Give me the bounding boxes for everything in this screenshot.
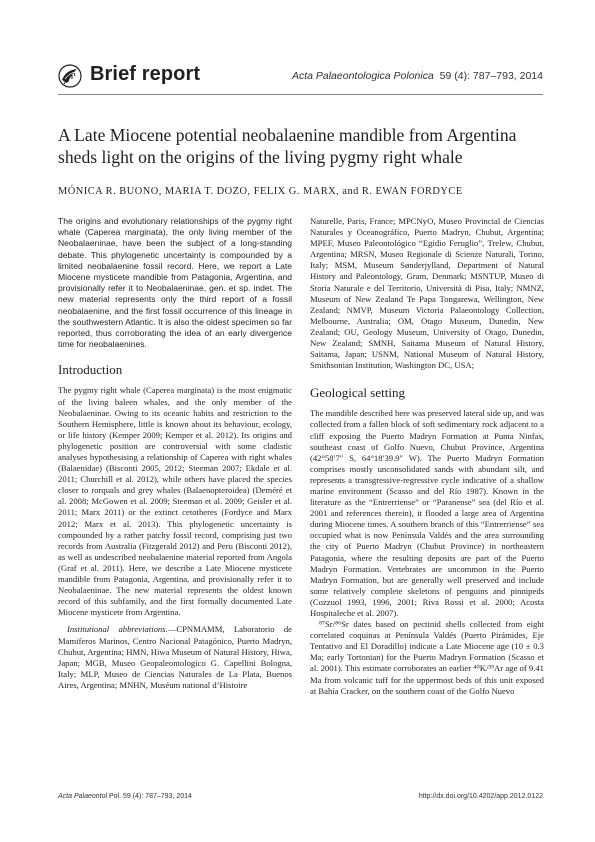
right-column xyxy=(310,216,544,697)
institutional-abbreviations-text-left: —CPNMAMM, Laboratorio de Mamiferos Marinos, Centro Nacional Patagónico, Puerto Madryn, Chubut, Argentina; HMN, Hiwa Museum of Natural History, Hiwa, Japan; MGB, Museo Geopaleontologico G. Capellini Bologna, Italy; MLP, Museo de Ciencias Naturales de La Plata, Buenos Aires, Argentina; MNHN, Muséum national d’Histoire xyxy=(58,624,292,690)
institutional-abbreviations-label: Institutional abbreviations. xyxy=(67,624,168,635)
abstract: The origins and evolutionary relationships of the pygmy right whale (Caperea marginata), the only living member of the Neobalaeninae, have been the subject of a long-standing debate. This phylogenetic uncertainty is compounded by a limited neobalaenine fossil record. Here, we report a Late Miocene mysticete mandible from Patagonia, Argentina, and provisionally refer it to Neobalaeninae, gen. et sp. indet. The new material represents only the third report of a fossil neobalaenine, and the first fossil occurrence of this lineage in the southwestern Atlantic. It is also the oldest specimen so far reported, thus corroborating the idea of an early divergence time for neobalaenines. xyxy=(58,216,292,350)
journal-volume: 59 (4): 787–793, 2014 xyxy=(439,70,543,82)
footer-citation xyxy=(58,793,192,800)
section-label: Brief report xyxy=(90,63,201,85)
introduction-paragraph: The pygmy right whale (Caperea marginata) is the most enigmatic of the living baleen whales, and the only member of the Neobalaeninae. Owing to its oceanic habits and restriction to the Southern Hemisphere, little is known about its behaviour, ecology, or life history (Kemper 2009; Kemper et al. 2012). Its origins and phylogenetic position are controversial with some cladistic analyses hypothesising a relationship of Caperea with right whales (Balaenidae) (Bisconti 2005, 2012; Steeman 2007; Ekdale et al. 2011; Churchill et al. 2012), while others have placed the species closer to rorquals and grey whales (Balaenopteroidea) (Deméré et al. 2008; McGowen et al. 2009; Steeman et al. 2009; Geisler et al. 2011; Marx 2011) or the extinct cetotheres (Fordyce and Marx 2012; Marx et al. 2013). This phylogenetic uncertainty is compounded by a rather patchy fossil record, comprising just two records from Australia (Fitzgerald 2012) and Peru (Bisconti 2012), as well as undescribed neobalaenine material reported from Angola (Graf et al. 2011). Here, we describe a Late Miocene mysticete mandible from Patagonia, Argentina, and provisionally refer it to Neobalaeninae. The new material represents the oldest known record of this subfamily, and the first formally documented Late Miocene mysticete from Argentina. xyxy=(58,385,292,618)
page-header xyxy=(58,62,543,92)
footer-journal-abbrev: Acta Palaeontol xyxy=(58,793,108,800)
geological-setting-heading: Geological setting xyxy=(310,385,405,401)
institutional-abbreviations-continued: Naturelle, Paris, France; MPCNyO, Museo Provincial de Ciencias Naturales y Oceanográfico, Puerto Madryn, Chubut, Argentina; MPEF, Museo Paleontológico “Egidio Feruglio”, Trelew, Chubut, Argentina; MRSN, Museo Regionale di Scienze Naturali, Torino, Italy; MSM, Museum Sønderjylland, Department of Natural History and Paleontology, Gram, Denmark; MSNTUP, Museo di Storia Naturale e del Territorio, Università di Pisa, Italy; NMNZ, Museum of New Zealand Te Papa Tongarewa, Wellington, New Zealand; NMVP, Museum Victoria Palaeontology Collection, Melbourne, Australia; OM, Otago Museum, Dunedin, New Zealand; OU, Geology Museum, University of Otago, Dunedin, New Zealand; SMNH, Saitama Museum of Natural History, Saitama, Japan; USNM, National Museum of Natural History, Smithsonian Institution, Washington DC, USA; xyxy=(310,216,544,371)
journal-name: Acta Palaeontologica Polonica xyxy=(291,70,434,82)
footer-journal-rest: Pol. 59 (4): 787–793, 2014 xyxy=(107,793,192,800)
introduction-heading: Introduction xyxy=(58,362,123,378)
geological-setting-paragraph-1: The mandible described here was preserved lateral side up, and was collected from a fallen block of soft sedimentary rock adjacent to a cliff exposing the Puerto Madryn Formation at Punta Ninfas, southeast coast of Golfo Nuevo, Chubut Province, Argentina (42°58′7″ S, 64°18′39.9″ W). The Puerto Madryn Formation comprises mostly unconsolidated sands with abundant silt, and represents a transgressive-regressive cycle indicative of a shallow marine environment (Scasso and del Río 1987). Known in the literature as the “Entrerriense” or “Paranense” sea (del Río et al. 2001 and references therein), it flooded a large area of Argentina during Miocene times. A southern branch of this “Entrerriense” sea occupied what is now Península Valdés and the area surrounding the city of Puerto Madryn (Chubut Province) in northeastern Patagonia, where the resulting deposits are part of the Puerto Madryn Formation. Vertebrates are uncommon in the Puerto Madryn Formation, but are generally well preserved and include some relatively complete skeletons of penguins and pinnipeds (Cozzuol 1993, 1996, 2001; Riva Rossi et al. 2000; Acosta Hospitaleche et al. 2007). xyxy=(310,408,544,618)
left-column xyxy=(58,216,292,691)
article-title: A Late Miocene potential neobalaenine mandible from Argentina sheds light on the origins of the living pygmy right whale xyxy=(58,125,517,167)
journal-logo-icon xyxy=(58,64,82,88)
institutional-abbreviations xyxy=(58,624,292,691)
journal-citation xyxy=(292,70,543,82)
header-rule xyxy=(58,94,543,95)
geological-setting-paragraph-2: ⁸⁷Sr/⁸⁶Sr dates based on pectinid shells collected from eight correlated coquinas at Península Valdés (Puerto Pirámides, Eje Tentativo and El Doradillo) indicate a Late Miocene age (10 ± 0.3 Ma; early Tortonian) for the Puerto Madryn Formation (Scasso et al. 2001). This estimate corroborates an earlier ⁴⁰K/³⁹Ar age of 9.41 Ma from volcanic tuff for the uppermost beds of this unit exposed at Bahía Cracker, on the southern coast of the Golfo Nuevo xyxy=(310,619,544,696)
article-authors: MÓNICA R. BUONO, MARIA T. DOZO, FELIX G. MARX, and R. EWAN FORDYCE xyxy=(58,186,463,197)
page-footer xyxy=(58,793,543,805)
footer-doi-link[interactable]: http://dx.doi.org/10.4202/app.2012.0122 xyxy=(418,793,543,800)
